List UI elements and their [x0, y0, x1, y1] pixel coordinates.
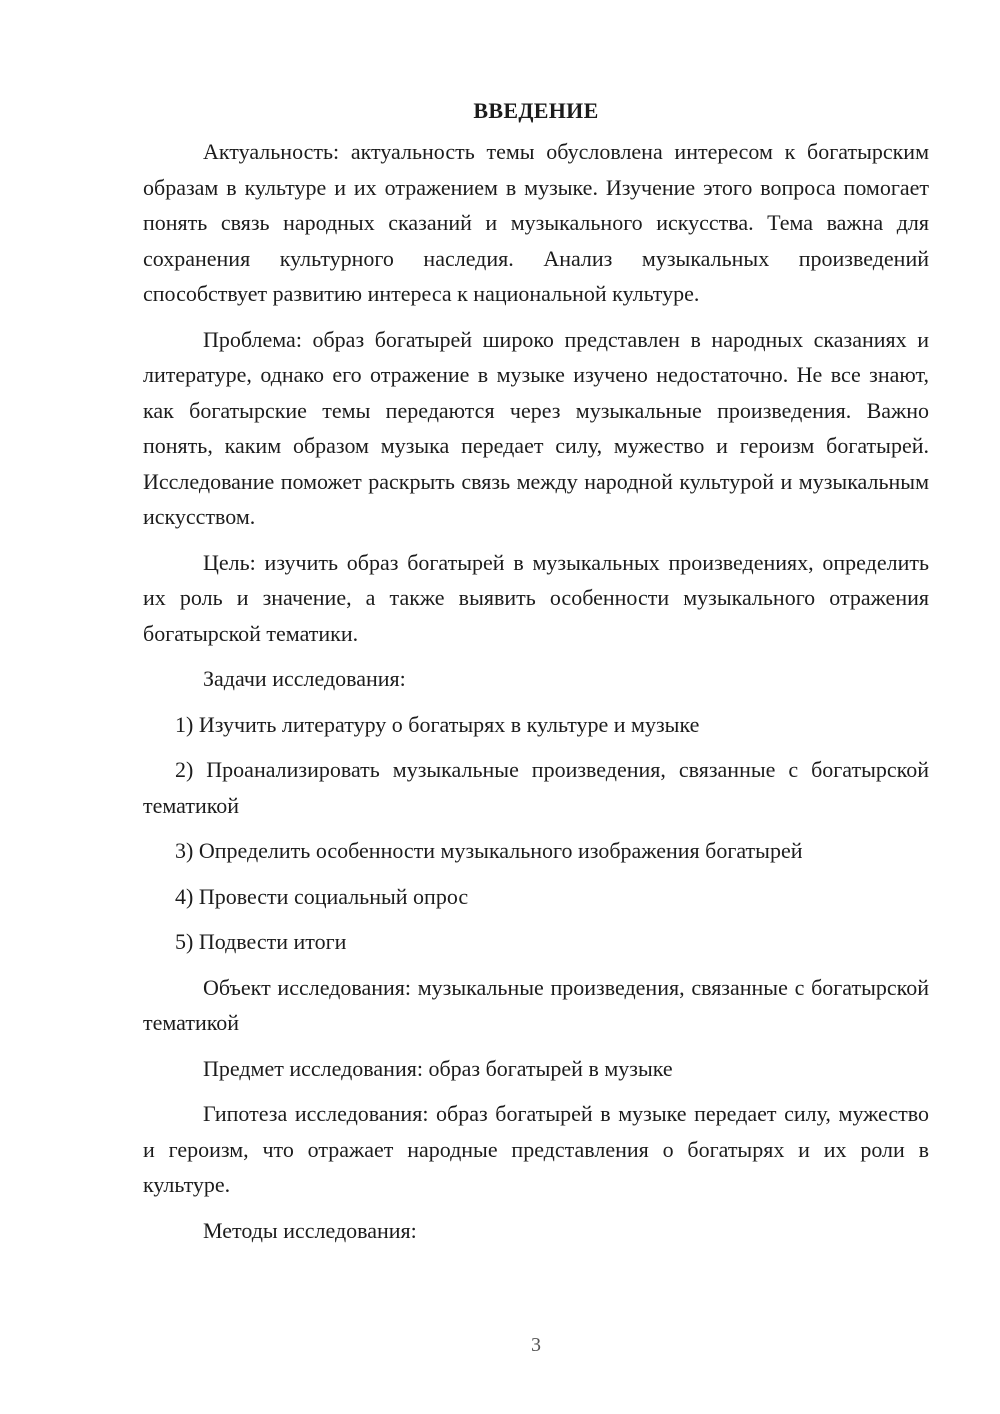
- paragraph-object: Объект исследования: музыкальные произведения, связанные с богатырской тематикой: [143, 974, 929, 1035]
- page-content: [143, 96, 929, 1258]
- paragraph-subject: Предмет исследования: образ богатырей в музыке: [203, 1055, 673, 1081]
- paragraph-methods: Методы исследования:: [203, 1217, 417, 1243]
- task-item: 1) Изучить литературу о богатырях в культуре и музыке: [175, 711, 700, 737]
- paragraph-goal: Цель: изучить образ богатырей в музыкальных произведениях, определить их роль и значение, а также выявить особенности музыкального отражения богатырской тематики.: [143, 549, 929, 646]
- task-item: 3) Определить особенности музыкального изображения богатырей: [175, 838, 803, 863]
- section-heading: ВВЕДЕНИЕ: [473, 98, 599, 123]
- page-number: 3: [531, 1334, 541, 1356]
- task-item: 5) Подвести итоги: [175, 929, 347, 954]
- task-item: 4) Провести социальный опрос: [175, 883, 469, 909]
- paragraph-tasks-title: Задачи исследования:: [203, 666, 406, 691]
- task-item: 2) Проанализировать музыкальные произведения, связанные с богатырской тематикой: [143, 757, 929, 818]
- paragraph-problem: Проблема: образ богатырей широко представлен в народных сказаниях и литературе, однако его отражение в музыке изучено недостаточно. Не все знают, как богатырские темы передаются через музыкальные произведения. Важно понять, каким образом музыка передает силу, мужество и героизм богатырей. Исследование поможет раскрыть связь между народной культурой и музыкальным искусством.: [143, 326, 929, 529]
- paragraph-relevance: Актуальность: актуальность темы обусловлена интересом к богатырским образам в культуре и их отражением в музыке. Изучение этого вопроса помогает понять связь народных сказаний и музыкального искусства. Тема важна для сохранения культурного наследия. Анализ музыкальных произведений способствует развитию интереса к национальной культуре.: [143, 139, 929, 306]
- paragraph-hypothesis: Гипотеза исследования: образ богатырей в музыке передает силу, мужество и героизм, что отражает народные представления о богатырях и их роли в культуре.: [143, 1101, 929, 1197]
